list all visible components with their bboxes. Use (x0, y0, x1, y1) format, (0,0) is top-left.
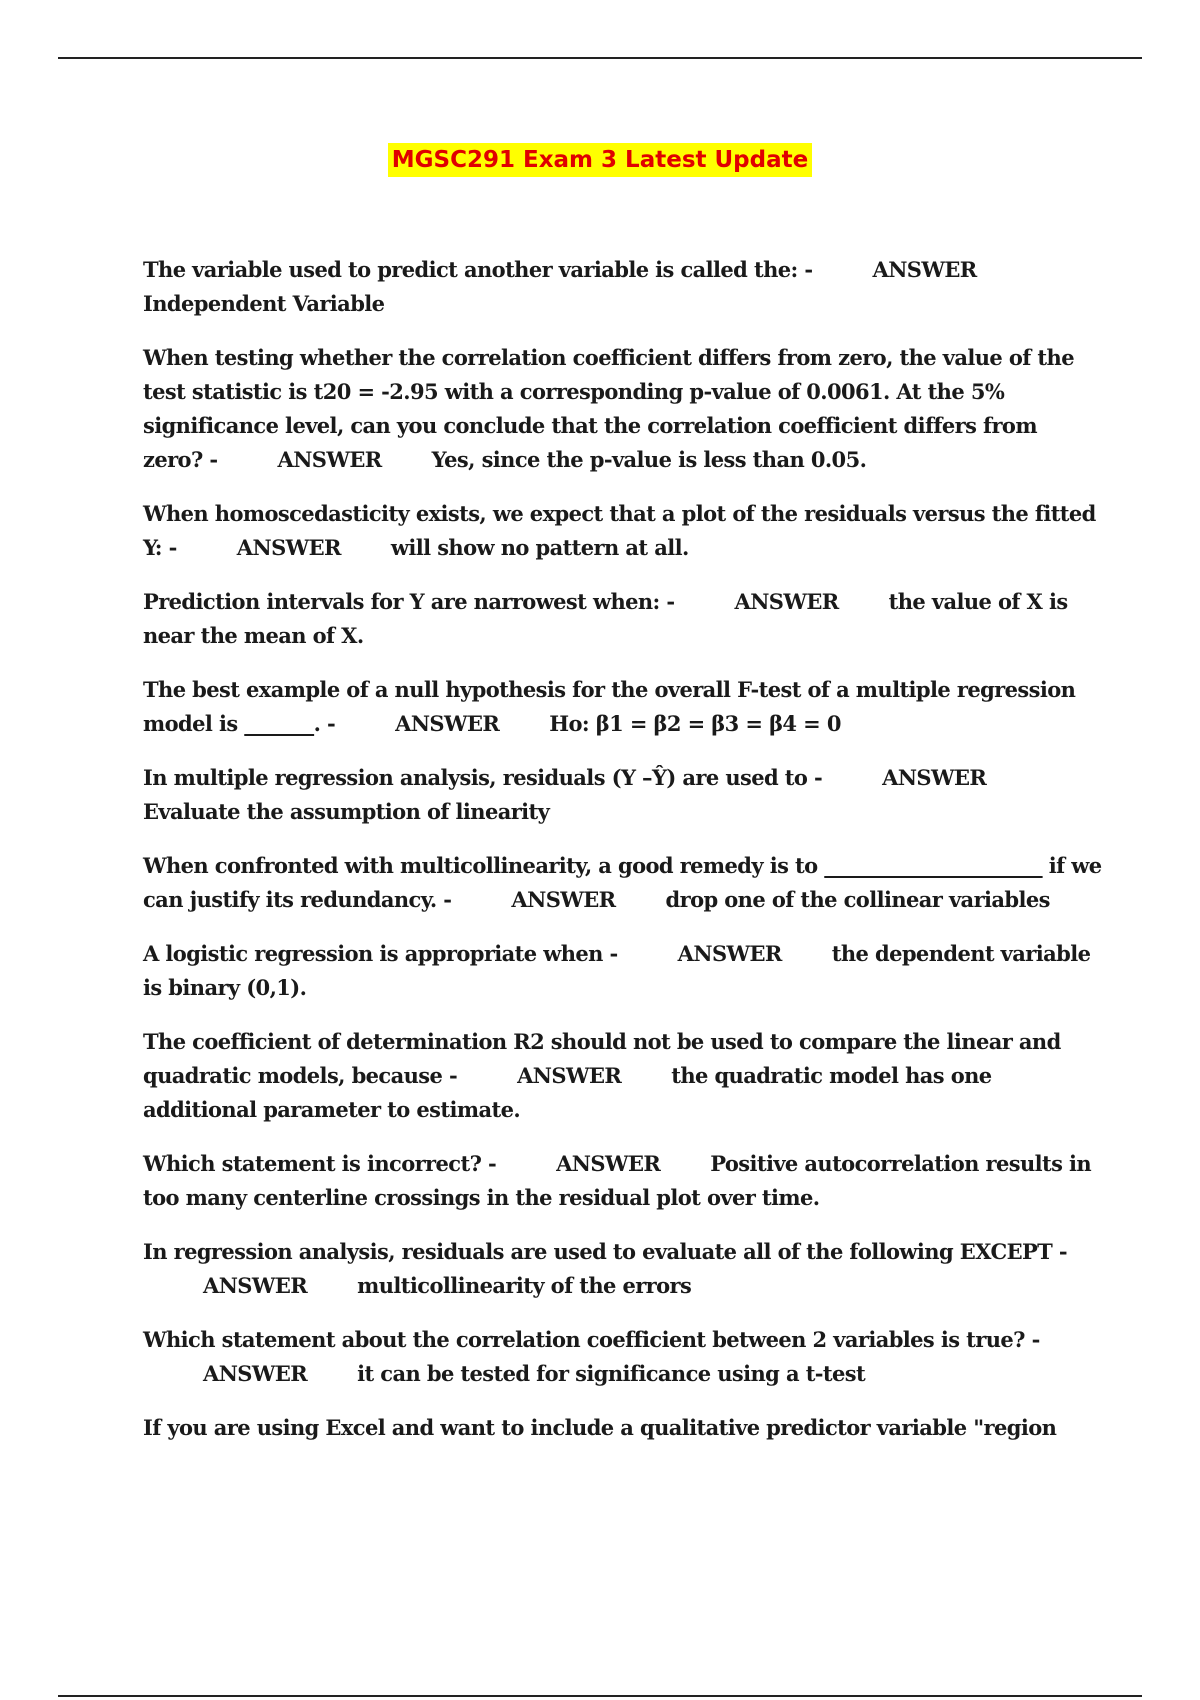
question-text: Which statement is incorrect? - (143, 1151, 497, 1176)
answer-text: Yes, since the p-value is less than 0.05. (431, 447, 867, 472)
answer-text: the value of X is near the mean of X. (143, 589, 1068, 648)
title-container (0, 143, 1200, 177)
qa-item-8 (143, 937, 1103, 1005)
answer-label: ANSWER (203, 1361, 308, 1386)
qa-item-10 (143, 1147, 1103, 1215)
answer-text: Positive autocorrelation results in too many centerline crossings in the residual plot over time. (143, 1151, 1092, 1210)
question-text: When homoscedasticity exists, we expect that a plot of the residuals versus the fitted Y: - (143, 501, 1096, 560)
answer-text: Independent Variable (143, 291, 385, 316)
answer-text: the quadratic model has one additional parameter to estimate. (143, 1063, 992, 1122)
qa-item-5 (143, 673, 1103, 741)
answer-label: ANSWER (203, 1273, 308, 1298)
answer-text: Evaluate the assumption of linearity (143, 799, 550, 824)
answer-text: will show no pattern at all. (390, 535, 689, 560)
question-text: The variable used to predict another variable is called the: - (143, 257, 813, 282)
qa-item-12 (143, 1323, 1103, 1391)
answer-label: ANSWER (517, 1063, 622, 1088)
question-text: Which statement about the correlation coefficient between 2 variables is true? - (143, 1327, 1040, 1352)
question-text: Prediction intervals for Y are narrowest when: - (143, 589, 675, 614)
answer-label: ANSWER (556, 1151, 661, 1176)
answer-text: multicollinearity of the errors (357, 1273, 692, 1298)
answer-label: ANSWER (511, 887, 616, 912)
qa-item-11 (143, 1235, 1103, 1303)
bottom-rule (58, 1695, 1142, 1697)
qa-item-13-partial (143, 1411, 1103, 1445)
answer-label: ANSWER (395, 711, 500, 736)
question-text: When confronted with multicollinearity, a good remedy is to ______________________ if we can justify its redundancy. - (143, 853, 1102, 912)
qa-item-6 (143, 761, 1103, 829)
answer-label: ANSWER (872, 257, 977, 282)
document-title: MGSC291 Exam 3 Latest Update (388, 143, 812, 177)
qa-item-3 (143, 497, 1103, 565)
qa-item-4 (143, 585, 1103, 653)
answer-label: ANSWER (277, 447, 382, 472)
answer-label: ANSWER (677, 941, 782, 966)
question-text: When testing whether the correlation coefficient differs from zero, the value of the test statistic is t20 = -2.95 with a corresponding p-value of 0.0061. At the 5% significance level, can you conclude that the correlation coefficient differs from zero? - (143, 345, 1074, 472)
top-rule (58, 57, 1142, 59)
answer-label: ANSWER (734, 589, 839, 614)
answer-text: the dependent variable is binary (0,1). (143, 941, 1091, 1000)
question-text: The best example of a null hypothesis for the overall F-test of a multiple regression model is _______. - (143, 677, 1076, 736)
question-text: In regression analysis, residuals are used to evaluate all of the following EXCEPT - (143, 1239, 1068, 1264)
qa-item-7 (143, 849, 1103, 917)
qa-list (143, 253, 1103, 1465)
answer-text: it can be tested for significance using a t-test (357, 1361, 866, 1386)
answer-label: ANSWER (882, 765, 987, 790)
qa-item-2 (143, 341, 1103, 477)
question-text: A logistic regression is appropriate when - (143, 941, 618, 966)
question-text: In multiple regression analysis, residuals (Y –Ŷ) are used to - (143, 765, 823, 790)
qa-item-9 (143, 1025, 1103, 1127)
answer-text: Ho: β1 = β2 = β3 = β4 = 0 (549, 711, 841, 736)
question-text: The coefficient of determination R2 should not be used to compare the linear and quadratic models, because - (143, 1029, 1061, 1088)
trailing-question-text: If you are using Excel and want to include a qualitative predictor variable "region (143, 1415, 1057, 1440)
answer-label: ANSWER (236, 535, 341, 560)
answer-text: drop one of the collinear variables (665, 887, 1050, 912)
qa-item-1 (143, 253, 1103, 321)
